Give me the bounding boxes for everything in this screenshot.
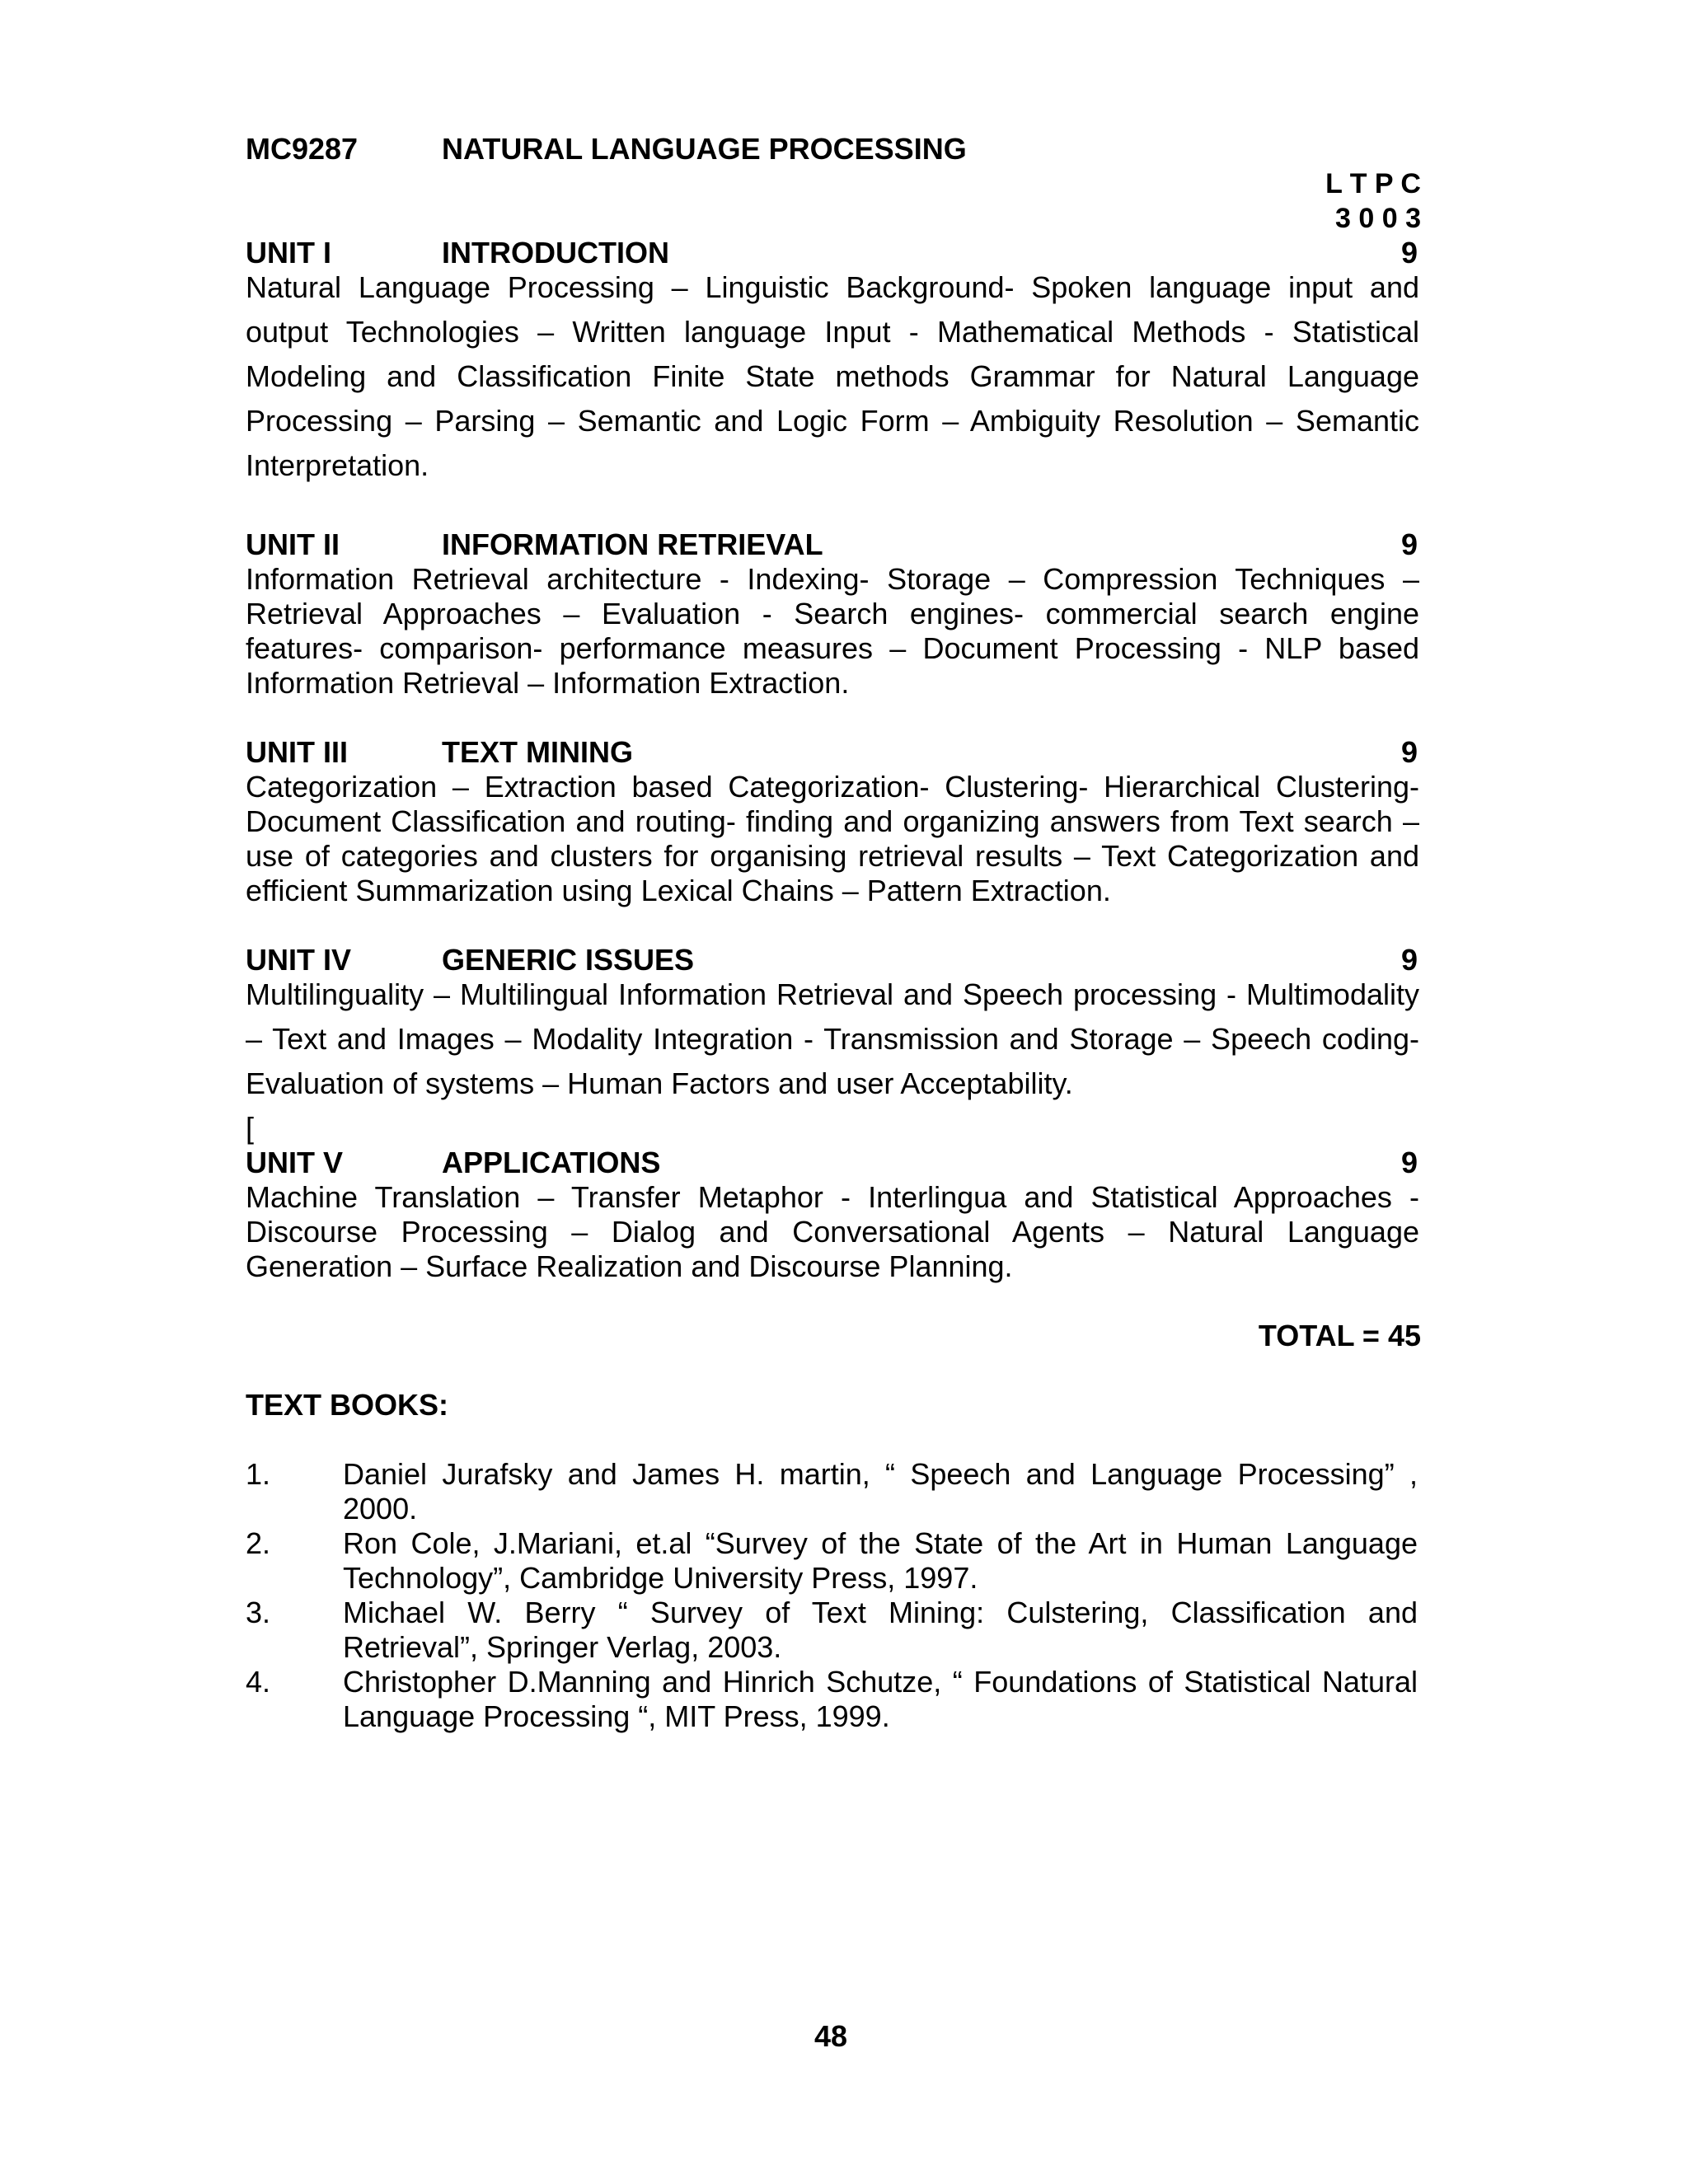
unit-label: UNIT IV — [246, 943, 352, 977]
unit-label: UNIT III — [246, 735, 348, 769]
unit-title: INFORMATION RETRIEVAL — [442, 527, 823, 561]
unit-title: APPLICATIONS — [442, 1146, 661, 1179]
ltpc-values: 3 0 0 3 — [1335, 203, 1421, 234]
unit-title: GENERIC ISSUES — [442, 943, 695, 977]
stray-bracket: [ — [246, 1111, 255, 1145]
text-book-number: 1. — [246, 1457, 271, 1491]
unit-2-content: Information Retrieval architecture - Indexing- Storage – Compression Techniques – Retrieval Approaches – Evaluation - Search engines- commercial search engine features- comparison- performance measures – Document Processing - NLP based Information Retrieval – Information Extraction. — [246, 562, 1419, 700]
unit-hours: 9 — [1400, 236, 1418, 269]
text-book-number: 4. — [246, 1665, 271, 1699]
unit-label: UNIT II — [246, 527, 340, 561]
text-book-citation: Christopher D.Manning and Hinrich Schutze, “ Foundations of Statistical Natural Language Processing “, MIT Press, 1999. — [343, 1665, 1418, 1733]
text-book-citation: Ron Cole, J.Mariani, et.al “Survey of the State of the Art in Human Language Technology”, Cambridge University Press, 1997. — [343, 1526, 1418, 1595]
unit-label: UNIT V — [246, 1146, 344, 1179]
text-book-number: 3. — [246, 1596, 271, 1629]
unit-label: UNIT I — [246, 236, 331, 269]
text-book-number: 2. — [246, 1526, 271, 1560]
text-book-item — [246, 1665, 1419, 1734]
course-code: MC9287 — [246, 132, 359, 166]
unit-5-heading — [246, 1146, 1418, 1180]
text-book-item — [246, 1596, 1419, 1665]
unit-2-heading — [246, 527, 1418, 562]
page-number: 48 — [814, 2019, 848, 2053]
unit-hours: 9 — [1400, 527, 1418, 561]
text-books-heading: TEXT BOOKS: — [246, 1388, 449, 1422]
text-book-citation: Michael W. Berry “ Survey of Text Mining: Culstering, Classification and Retrieval”, Springer Verlag, 2003. — [343, 1596, 1418, 1664]
ltpc-label: L T P C — [1325, 168, 1421, 199]
unit-5-content: Machine Translation – Transfer Metaphor - Interlingua and Statistical Approaches - Discourse Processing – Dialog and Conversational Agents – Natural Language Generation – Surface Realization and Discourse Planning. — [246, 1180, 1419, 1283]
text-book-item — [246, 1526, 1419, 1596]
unit-4-content: Multilinguality – Multilingual Information Retrieval and Speech processing - Multimodality – Text and Images – Modality Integration - Transmission and Storage – Speech coding- Evaluation of systems – Human Factors and user Acceptability. — [246, 977, 1419, 1100]
course-title: NATURAL LANGUAGE PROCESSING — [442, 132, 967, 166]
unit-title: INTRODUCTION — [442, 236, 669, 269]
unit-hours: 9 — [1400, 1146, 1418, 1179]
unit-hours: 9 — [1400, 943, 1418, 977]
unit-1-content: Natural Language Processing – Linguistic Background- Spoken language input and output Technologies – Written language Input - Mathematical Methods - Statistical Modeling and Classification Finite State methods Grammar for Natural Language Processing – Parsing – Semantic and Logic Form – Ambiguity Resolution – Semantic Interpretation. — [246, 270, 1419, 482]
text-book-citation: Daniel Jurafsky and James H. martin, “ Speech and Language Processing” , 2000. — [343, 1457, 1418, 1526]
unit-3-heading — [246, 735, 1418, 770]
text-book-item — [246, 1457, 1419, 1526]
unit-title: TEXT MINING — [442, 735, 633, 769]
unit-3-content: Categorization – Extraction based Categorization- Clustering- Hierarchical Clustering- Document Classification and routing- finding and organizing answers from Text search – use of categories and clusters for organising retrieval results – Text Categorization and efficient Summarization using Lexical Chains – Pattern Extraction. — [246, 770, 1419, 907]
total-hours: TOTAL = 45 — [1258, 1319, 1421, 1352]
unit-hours: 9 — [1400, 735, 1418, 769]
